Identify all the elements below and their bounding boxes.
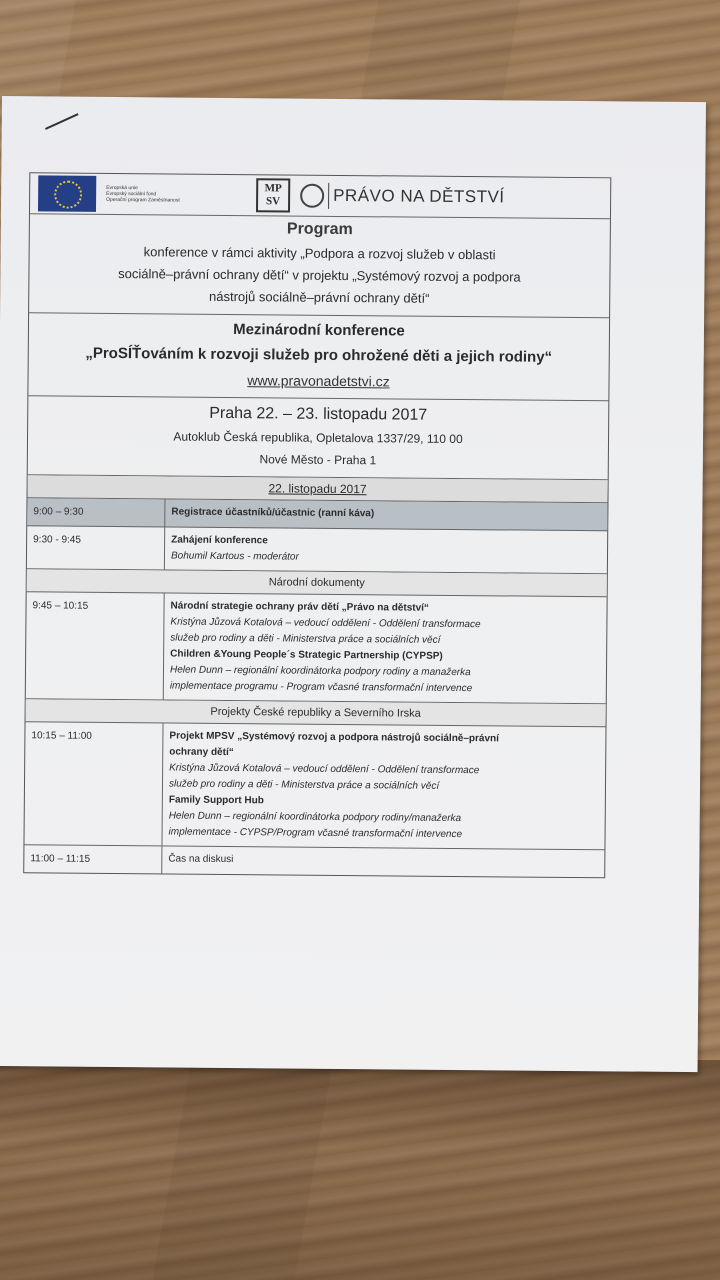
program-title: Program: [286, 220, 353, 239]
child-figure-icon: [300, 184, 324, 208]
agenda-slot: 9:30 - 9:45 Zahájení konference Bohumil Kartous - moderátor: [27, 526, 607, 574]
agenda-slot: 9:45 – 10:15 Národní strategie ochrany práv dětí „Právo na dětství“ Kristýna Jůzová Kotalová – vedoucí oddělení - Oddělení transformace služeb pro rodiny a děti - Ministerstva práce a sociálních věcí Children &Young People´s Strategic Partnership (CYPSP) Helen Dunn – regionální koordinátorka podpory rodiny a manažerka implementace programu - Program včasné transformační intervence: [26, 592, 607, 704]
table-surface: [0, 1060, 720, 1280]
pen-mark: [45, 113, 79, 130]
conference-name: „ProSÍŤováním k rozvoji služeb pro ohrožené děti a jejich rodiny“: [85, 344, 553, 366]
agenda-slot: 11:00 – 11:15 Čas na diskusi: [24, 845, 604, 877]
program-table: [23, 172, 611, 878]
program-sheet: [0, 96, 706, 1072]
agenda-slot: 10:15 – 11:00 Projekt MPSV „Systémový rozvoj a podpora nástrojů sociálně–právní ochrany dětí“ Kristýna Jůzová Kotalová – vedoucí oddělení - Oddělení transformace služeb pro rodiny a děti - Ministerstva práce a sociálních věcí Family Support Hub Helen Dunn – regionální koordinátorka podpory rodiny/manažerka implementace - CYPSP/Program včasné transformační intervence: [24, 722, 605, 850]
eu-fund-text: Evropská unie Evropský sociální fond Operační program Zaměstnanost: [106, 184, 180, 204]
agenda-slot: 9:00 – 9:30 Registrace účastníků/účastnic (ranní káva): [27, 498, 607, 531]
eu-flag-icon: [38, 175, 96, 212]
venue-info: Praha 22. – 23. listopadu 2017 Autoklub Česká republika, Opletalova 1337/29, 110 00 Nové Město - Praha 1: [28, 396, 609, 480]
website-link[interactable]: www.pravonadetstvi.cz: [247, 372, 390, 390]
conference-info: Mezinárodní konference „ProSÍŤováním k rozvoji služeb pro ohrožené děti a jejich rodiny“ www.pravonadetstvi.cz: [28, 313, 609, 401]
mpsv-logo: MP SV: [256, 178, 290, 212]
logo-header: [30, 173, 610, 219]
section-heading: Národní dokumenty: [27, 569, 607, 597]
section-heading: Projekty České republiky a Severního Irska: [26, 699, 606, 727]
day-heading: 22. listopadu 2017: [27, 475, 607, 503]
pravo-na-detstvi-logo: PRÁVO NA DĚTSTVÍ: [300, 183, 505, 211]
program-intro: Program konference v rámci aktivity „Podpora a rozvoj služeb v oblasti sociálně–právní ochrany dětí“ v projektu „Systémový rozvoj a podpora nástrojů sociálně–právní ochrany dětí“: [29, 214, 610, 318]
conference-date: Praha 22. – 23. listopadu 2017: [209, 404, 428, 424]
